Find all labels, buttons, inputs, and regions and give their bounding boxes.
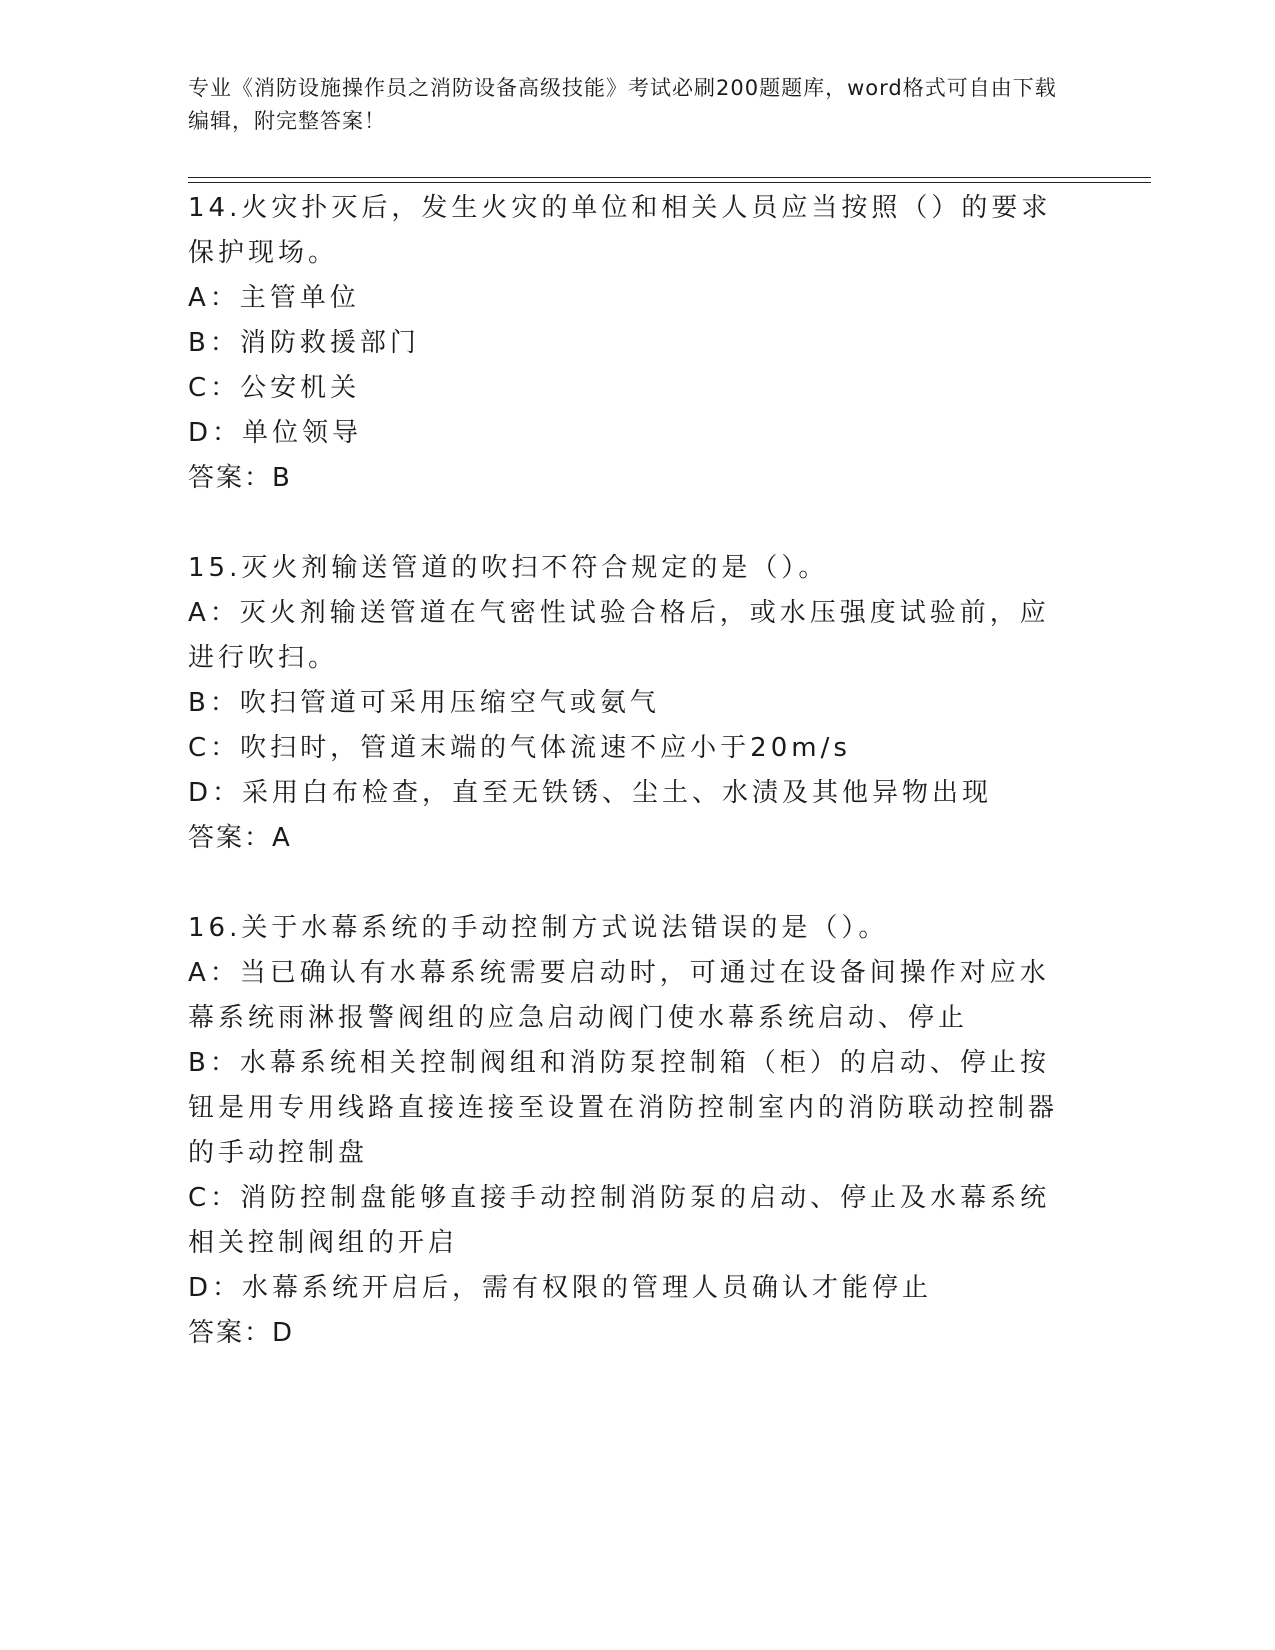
option-c: C：公安机关	[188, 373, 361, 403]
question-15	[188, 546, 1068, 861]
option-a: A：当已确认有水幕系统需要启动时，可通过在设备间操作对应水幕系统雨淋报警阀组的应急启动阀门使水幕系统启动、停止	[188, 958, 1050, 1033]
document-header: 专业《消防设施操作员之消防设备高级技能》考试必刷200题题库，word格式可自由下载编辑，附完整答案！	[188, 76, 1057, 133]
option-d: D：水幕系统开启后，需有权限的管理人员确认才能停止	[188, 1273, 933, 1303]
answer: 答案：D	[188, 1318, 295, 1348]
answer: 答案：B	[188, 463, 292, 493]
question-14	[188, 186, 1068, 501]
option-a: A：灭火剂输送管道在气密性试验合格后，或水压强度试验前，应进行吹扫。	[188, 598, 1050, 673]
option-b: B：消防救援部门	[188, 328, 420, 358]
question-text: 14.火灾扑灭后，发生火灾的单位和相关人员应当按照（）的要求保护现场。	[188, 193, 1052, 268]
header-divider-thin	[188, 182, 1151, 183]
option-b: B：水幕系统相关控制阀组和消防泵控制箱（柜）的启动、停止按钮是用专用线路直接连接至设置在消防控制室内的消防联动控制器的手动控制盘	[188, 1048, 1059, 1168]
option-b: B：吹扫管道可采用压缩空气或氨气	[188, 688, 660, 718]
answer: 答案：A	[188, 823, 292, 853]
question-text: 16.关于水幕系统的手动控制方式说法错误的是（）。	[188, 913, 889, 943]
header-divider-thick	[188, 177, 1151, 178]
option-c: C：吹扫时，管道末端的气体流速不应小于20m/s	[188, 733, 851, 763]
option-a: A：主管单位	[188, 283, 360, 313]
option-d: D：采用白布检查，直至无铁锈、尘土、水渍及其他异物出现	[188, 778, 993, 808]
option-d: D：单位领导	[188, 418, 363, 448]
option-c: C：消防控制盘能够直接手动控制消防泵的启动、停止及水幕系统相关控制阀组的开启	[188, 1183, 1051, 1258]
question-16	[188, 906, 1068, 1356]
question-text: 15.灭火剂输送管道的吹扫不符合规定的是（）。	[188, 553, 829, 583]
question-list	[188, 186, 1068, 1401]
